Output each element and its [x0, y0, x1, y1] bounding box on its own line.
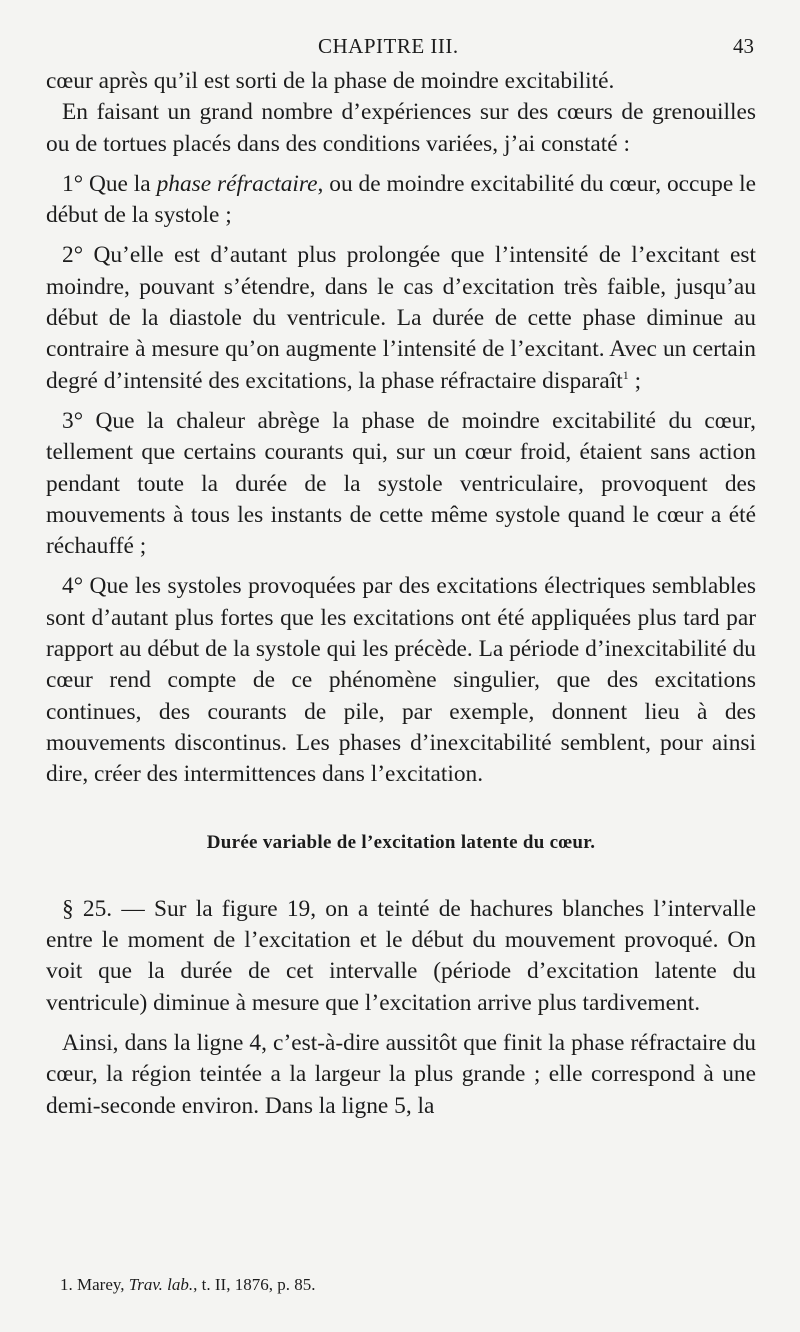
paragraph-point-3: 3° Que la chaleur abrège la phase de moindre excitabilité du cœur, tellement que certains courants qui, sur un cœur froid, étaient sans action pendant toute la durée de la systole ventriculaire, provoquent des mouvements à tous les instants de cette même systole quand le cœur a été réchauffé ; — [46, 407, 756, 560]
body-text — [46, 66, 756, 1122]
running-head: CHAPITRE III. — [318, 34, 459, 58]
paragraph-line-4: Ainsi, dans la ligne 4, c’est-à-dire aussitôt que finit la phase réfractaire du cœur, la région teintée a la largeur la plus grande ; elle correspond à une demi-seconde environ. Dans la ligne 5, la — [46, 1030, 756, 1119]
page-number: 43 — [733, 34, 754, 58]
paragraph-continuation: cœur après qu’il est sorti de la phase de moindre excitabilité. — [46, 68, 615, 94]
point-1-text-start: 1° Que la — [62, 170, 157, 197]
footnote-text-start: 1. Marey, — [60, 1275, 129, 1294]
point-1-text-end: , ou de moindre excitabilité du cœur, occupe le début de la systole ; — [46, 170, 756, 229]
footnote-text-end: , t. II, 1876, p. 85. — [193, 1275, 316, 1294]
footnote — [60, 1275, 315, 1295]
paragraph-point-4: 4° Que les systoles provoquées par des excitations électriques semblables sont d’autant plus fortes que les excitations ont été appliquées plus tard par rapport au début de la systole qui les précède. La période d’inexcitabilité du cœur rend compte de ce phénomène singulier, que des excitations continues, des courants de pile, par exemple, donnent lieu à des mouvements discontinus. Les phases d’inexcitabilité semblent, pour ainsi dire, créer des intermittences dans l’excitation. — [46, 573, 756, 788]
footnote-marker[interactable]: 1 — [622, 367, 629, 382]
point-1-italic-term: phase réfractaire — [156, 170, 318, 197]
point-2-text-end: ; — [628, 367, 642, 394]
paragraph-section-25: § 25. — Sur la figure 19, on a teinté de hachures blanches l’intervalle entre le moment de l’excitation et le début du mouvement provoqué. On voit que la durée de cet intervalle (période d’excitation latente du ventricule) diminue à mesure que l’excitation arrive plus tardivement. — [46, 895, 756, 1016]
paragraph-intro: En faisant un grand nombre d’expériences sur des cœurs de grenouilles ou de tortues placés dans des conditions variées, j’ai constaté : — [46, 99, 756, 157]
point-2-text: 2° Qu’elle est d’autant plus prolongée que l’intensité de l’excitant est moindre, pouvant s’étendre, dans le cas d’excitation très faible, jusqu’au début de la diastole du ventricule. La durée de cette phase diminue au contraire à mesure qu’on augmente l’intensité de l’excitant. Avec un certain degré d’intensité des excitations, la phase réfractaire disparaît — [46, 242, 756, 394]
footnote-italic: Trav. lab. — [128, 1275, 194, 1294]
section-title: Durée variable de l’excitation latente du cœur. — [206, 831, 596, 853]
paragraph-point-2 — [46, 240, 756, 396]
paragraph-point-1 — [46, 169, 756, 232]
page-header — [0, 34, 800, 56]
